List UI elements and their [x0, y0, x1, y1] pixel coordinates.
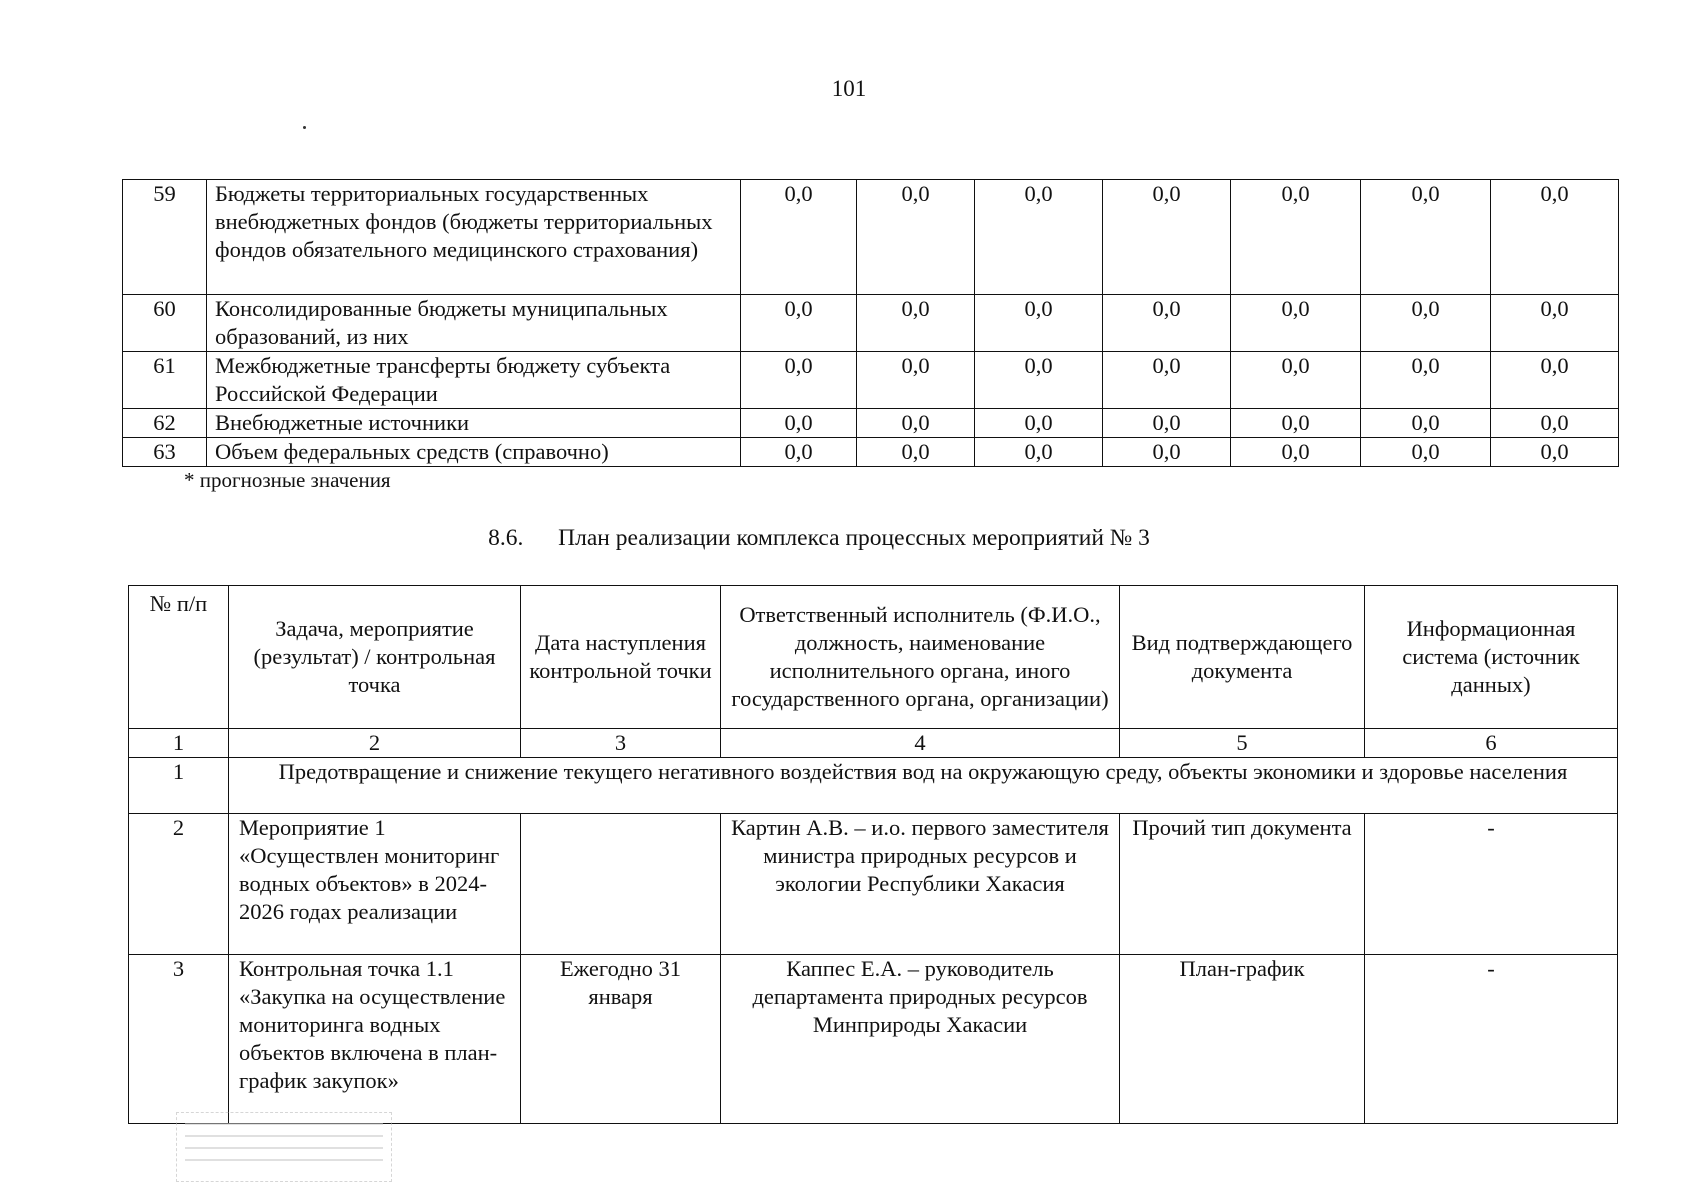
- column-number: 2: [229, 729, 521, 758]
- column-number: 5: [1120, 729, 1365, 758]
- page-number: 101: [831, 76, 867, 101]
- value-cell: 0,0: [1103, 295, 1231, 352]
- date-cell: Ежегодно 31 января: [521, 955, 721, 1124]
- row-number: 2: [129, 814, 229, 955]
- value-cell: 0,0: [857, 409, 975, 438]
- section-heading: [0, 525, 1698, 552]
- value-cell: 0,0: [975, 295, 1103, 352]
- value-cell: 0,0: [1491, 409, 1619, 438]
- column-header: № п/п: [129, 586, 229, 729]
- document-cell: Прочий тип документа: [1120, 814, 1365, 955]
- date-cell: [521, 814, 721, 955]
- table-row: [123, 352, 1619, 409]
- value-cell: 0,0: [975, 409, 1103, 438]
- value-cell: 0,0: [1491, 295, 1619, 352]
- value-cell: 0,0: [741, 438, 857, 467]
- table-row: [123, 409, 1619, 438]
- section-number: 8.6.: [488, 525, 524, 551]
- row-name: Консолидированные бюджеты муниципальных образований, из них: [207, 295, 741, 352]
- value-cell: 0,0: [1231, 295, 1361, 352]
- column-number: 1: [129, 729, 229, 758]
- document-cell: План-график: [1120, 955, 1365, 1124]
- row-number: 60: [123, 295, 207, 352]
- funding-table: [122, 179, 1619, 467]
- row-name: Бюджеты территориальных государственных внебюджетных фондов (бюджеты территориальных фондов обязательного медицинского страхования): [207, 180, 741, 295]
- column-numbers-row: [129, 729, 1618, 758]
- value-cell: 0,0: [1103, 438, 1231, 467]
- system-cell: -: [1365, 814, 1618, 955]
- value-cell: 0,0: [1231, 438, 1361, 467]
- task-title: Предотвращение и снижение текущего негативного воздействия вод на окружающую среду, объекты экономики и здоровье населения: [229, 758, 1618, 814]
- column-header: Задача, мероприятие (результат) / контрольная точка: [229, 586, 521, 729]
- task-cell: Контрольная точка 1.1 «Закупка на осуществление мониторинга водных объектов включена в план-график закупок»: [229, 955, 521, 1124]
- row-number: 62: [123, 409, 207, 438]
- table-row: [123, 180, 1619, 295]
- value-cell: 0,0: [857, 180, 975, 295]
- value-cell: 0,0: [857, 295, 975, 352]
- value-cell: 0,0: [857, 352, 975, 409]
- row-name: Межбюджетные трансферты бюджету субъекта Российской Федерации: [207, 352, 741, 409]
- column-header: Вид подтверждающего документа: [1120, 586, 1365, 729]
- value-cell: 0,0: [1491, 352, 1619, 409]
- value-cell: 0,0: [741, 352, 857, 409]
- row-number: 3: [129, 955, 229, 1124]
- value-cell: 0,0: [741, 180, 857, 295]
- footnote: * прогнозные значения: [184, 468, 391, 492]
- column-number: 3: [521, 729, 721, 758]
- value-cell: 0,0: [1103, 352, 1231, 409]
- value-cell: 0,0: [1361, 180, 1491, 295]
- column-header: Дата наступления контрольной точки: [521, 586, 721, 729]
- value-cell: 0,0: [1491, 180, 1619, 295]
- value-cell: 0,0: [1361, 352, 1491, 409]
- row-number: 61: [123, 352, 207, 409]
- column-number: 4: [721, 729, 1120, 758]
- value-cell: 0,0: [975, 438, 1103, 467]
- value-cell: 0,0: [1361, 438, 1491, 467]
- responsible-cell: Каппес Е.А. – руководитель департамента природных ресурсов Минприроды Хакасии: [721, 955, 1120, 1124]
- value-cell: 0,0: [1231, 409, 1361, 438]
- row-name: Объем федеральных средств (справочно): [207, 438, 741, 467]
- row-number: 1: [129, 758, 229, 814]
- table-row: [123, 438, 1619, 467]
- value-cell: 0,0: [1361, 409, 1491, 438]
- header-row: [129, 586, 1618, 729]
- scan-speck: [303, 126, 306, 129]
- value-cell: 0,0: [741, 409, 857, 438]
- responsible-cell: Картин А.В. – и.о. первого заместителя министра природных ресурсов и экологии Республики Хакасия: [721, 814, 1120, 955]
- value-cell: 0,0: [857, 438, 975, 467]
- value-cell: 0,0: [1231, 352, 1361, 409]
- value-cell: 0,0: [1103, 180, 1231, 295]
- table-row: [129, 955, 1618, 1124]
- value-cell: 0,0: [975, 352, 1103, 409]
- value-cell: 0,0: [975, 180, 1103, 295]
- plan-table: [128, 585, 1618, 1124]
- table-row: [129, 814, 1618, 955]
- row-name: Внебюджетные источники: [207, 409, 741, 438]
- column-number: 6: [1365, 729, 1618, 758]
- value-cell: 0,0: [741, 295, 857, 352]
- value-cell: 0,0: [1231, 180, 1361, 295]
- value-cell: 0,0: [1103, 409, 1231, 438]
- row-number: 59: [123, 180, 207, 295]
- table-row: [123, 295, 1619, 352]
- value-cell: 0,0: [1491, 438, 1619, 467]
- column-header: Информационная система (источник данных): [1365, 586, 1618, 729]
- row-number: 63: [123, 438, 207, 467]
- task-row: [129, 758, 1618, 814]
- column-header: Ответственный исполнитель (Ф.И.О., должность, наименование исполнительного органа, иного государственного органа, организации): [721, 586, 1120, 729]
- faded-stamp: [176, 1112, 392, 1182]
- system-cell: -: [1365, 955, 1618, 1124]
- task-cell: Мероприятие 1 «Осуществлен мониторинг водных объектов» в 2024-2026 годах реализации: [229, 814, 521, 955]
- value-cell: 0,0: [1361, 295, 1491, 352]
- section-title: План реализации комплекса процессных мероприятий № 3: [558, 525, 1150, 551]
